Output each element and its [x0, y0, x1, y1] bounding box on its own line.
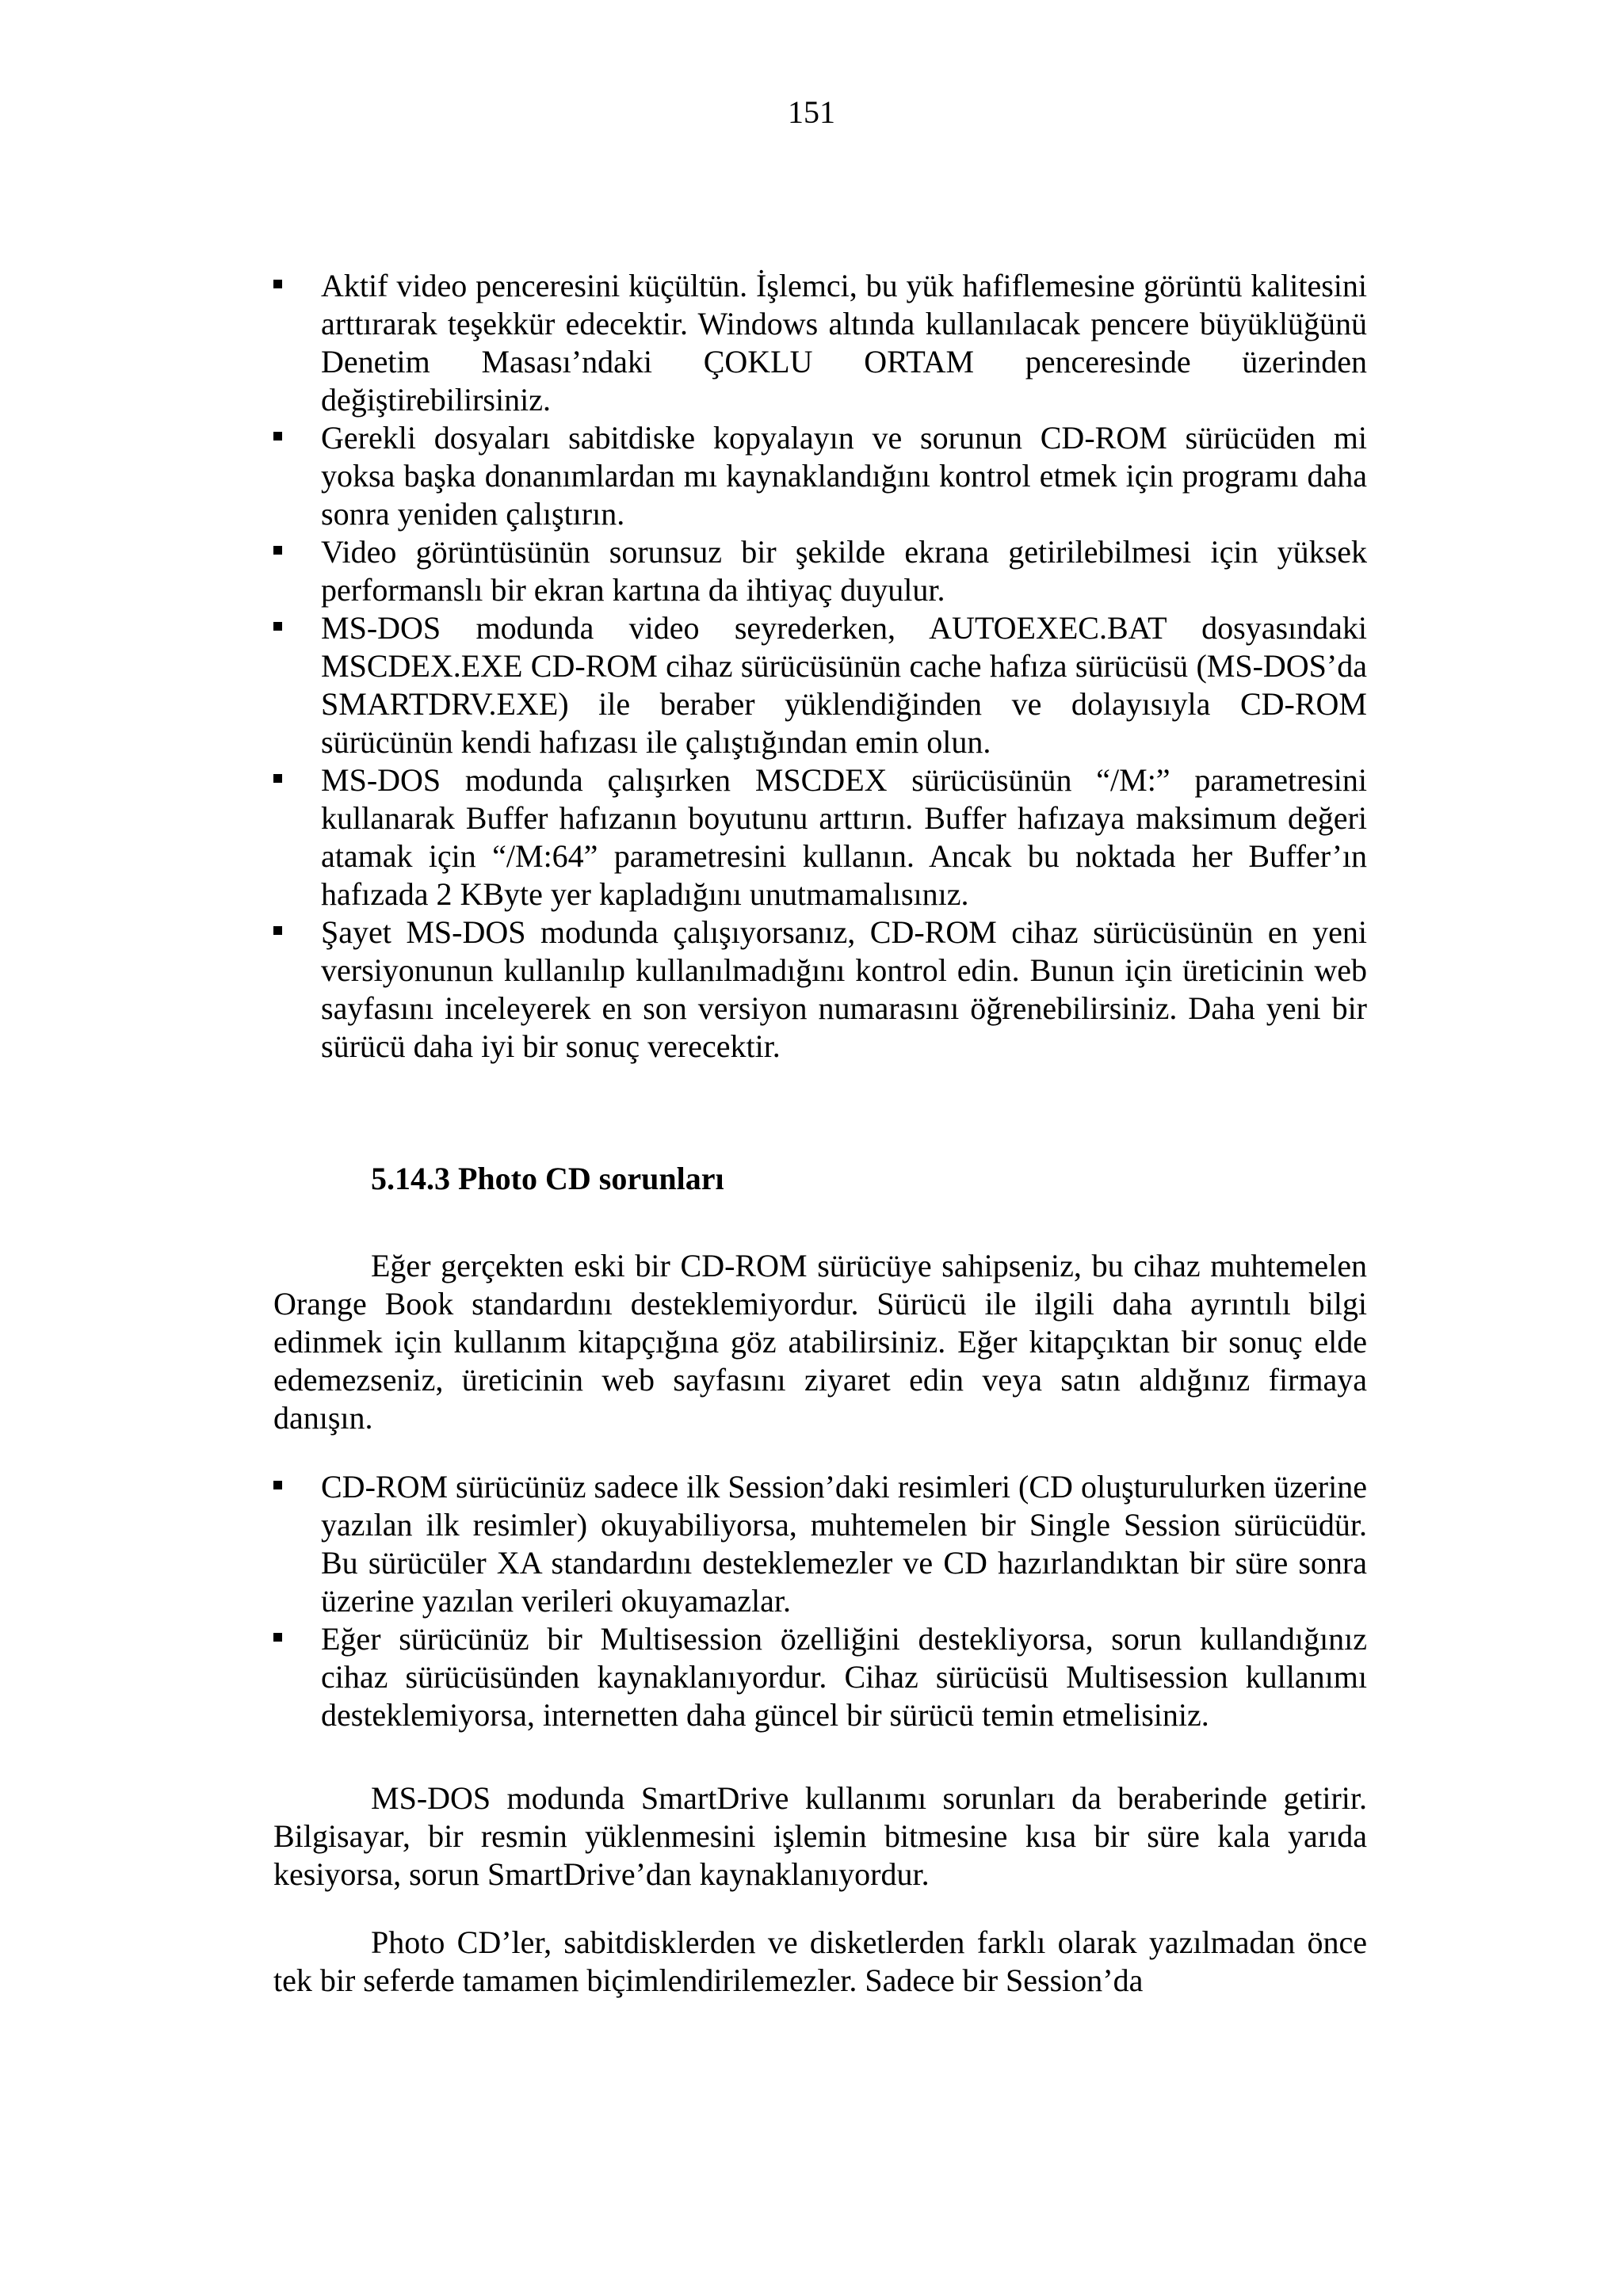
bullet-square-icon — [273, 546, 282, 555]
list-item — [273, 1620, 1367, 1734]
bullet-square-icon — [273, 280, 282, 288]
list-item-text: MS-DOS modunda video seyrederken, AUTOEXEC.BAT dosyasındaki MSCDEX.EXE CD-ROM cihaz sürücüsünün cache hafıza sürücüsü (MS-DOS’da SMARTDRV.EXE) ile beraber yüklendiğinden ve dolayısıyla CD-ROM sürücünün kendi hafızası ile çalıştığından emin olun. — [321, 610, 1367, 760]
list-item — [273, 913, 1367, 1066]
list-item-text: Eğer sürücünüz bir Multisession özelliğini destekliyorsa, sorun kullandığınız cihaz sürücüsünden kaynaklanıyordur. Cihaz sürücüsü Multisession kullanımı desteklemiyorsa, internetten daha güncel bir sürücü temin etmelisiniz. — [321, 1621, 1367, 1733]
paragraph-photo-cd: Photo CD’ler, sabitdisklerden ve disketlerden farklı olarak yazılmadan önce tek bir seferde tamamen biçimlendirilemezler. Sadece bir Session’da — [273, 1924, 1367, 1998]
list-item — [273, 267, 1367, 419]
bullet-square-icon — [273, 1633, 282, 1642]
list-item-text: MS-DOS modunda çalışırken MSCDEX sürücüsünün “/M:” parametresini kullanarak Buffer hafızanın boyutunu arttırın. Buffer hafızaya maksimum değeri atamak için “/M:64” parametresini kullanın. Ancak bu noktada her Buffer’ın hafızada 2 KByte yer kapladığını unutmamalısınız. — [321, 762, 1367, 912]
list-item — [273, 761, 1367, 913]
list-item — [273, 609, 1367, 761]
list-item-text: Video görüntüsünün sorunsuz bir şekilde ekrana getirilebilmesi için yüksek performanslı bir ekran kartına da ihtiyaç duyulur. — [321, 534, 1367, 608]
list-item — [273, 419, 1367, 533]
paragraph-smartdrive: MS-DOS modunda SmartDrive kullanımı sorunları da beraberinde getirir. Bilgisayar, bir resmin yüklenmesini işlemin bitmesine kısa bir süre kala yarıda kesiyorsa, sorun SmartDrive’dan kaynaklanıyordur. — [273, 1780, 1367, 1892]
bullet-square-icon — [273, 432, 282, 441]
page-number: 151 — [788, 94, 835, 130]
bullet-square-icon — [273, 774, 282, 783]
paragraph-orange-book: Eğer gerçekten eski bir CD-ROM sürücüye sahipseniz, bu cihaz muhtemelen Orange Book standardını desteklemiyordur. Sürücü ile ilgili daha ayrıntılı bilgi edinmek için kullanım kitapçığına göz atabilirsiniz. Eğer kitapçıktan bir sonuç elde edemezseniz, üreticinin web sayfasını ziyaret edin veya satın aldığınız firmaya danışın. — [273, 1248, 1367, 1436]
list-item — [273, 533, 1367, 609]
bullet-list-top — [273, 267, 1367, 1066]
list-item-text: Şayet MS-DOS modunda çalışıyorsanız, CD-ROM cihaz sürücüsünün en yeni versiyonunun kullanılıp kullanılmadığını kontrol edin. Bunun için üreticinin web sayfasını inceleyerek en son versiyon numarasını öğrenebilirsiniz. Daha yeni bir sürücü daha iyi bir sonuç verecektir. — [321, 914, 1367, 1064]
list-item-text: Gerekli dosyaları sabitdiske kopyalayın ve sorunun CD-ROM sürücüden mi yoksa başka donanımlardan mı kaynaklandığını kontrol etmek için programı daha sonra yeniden çalıştırın. — [321, 420, 1367, 532]
bullet-list-bottom — [273, 1468, 1367, 1734]
bullet-square-icon — [273, 926, 282, 935]
list-item — [273, 1468, 1367, 1620]
list-item-text: Aktif video penceresini küçültün. İşlemci, bu yük hafiflemesine görüntü kalitesini arttırarak teşekkür edecektir. Windows altında kullanılacak pencere büyüklüğünü Denetim Masası’ndaki ÇOKLU ORTAM penceresinde üzerinden değiştirebilirsiniz. — [321, 268, 1367, 418]
bullet-square-icon — [273, 1481, 282, 1489]
list-item-text: CD-ROM sürücünüz sadece ilk Session’daki resimleri (CD oluşturulurken üzerine yazılan ilk resimler) okuyabiliyorsa, muhtemelen bir Single Session sürücüdür. Bu sürücüler XA standardını desteklemezler ve CD hazırlandıktan bir süre sonra üzerine yazılan verileri okuyamazlar. — [321, 1469, 1367, 1619]
bullet-square-icon — [273, 622, 282, 631]
section-heading: 5.14.3 Photo CD sorunları — [371, 1161, 724, 1196]
